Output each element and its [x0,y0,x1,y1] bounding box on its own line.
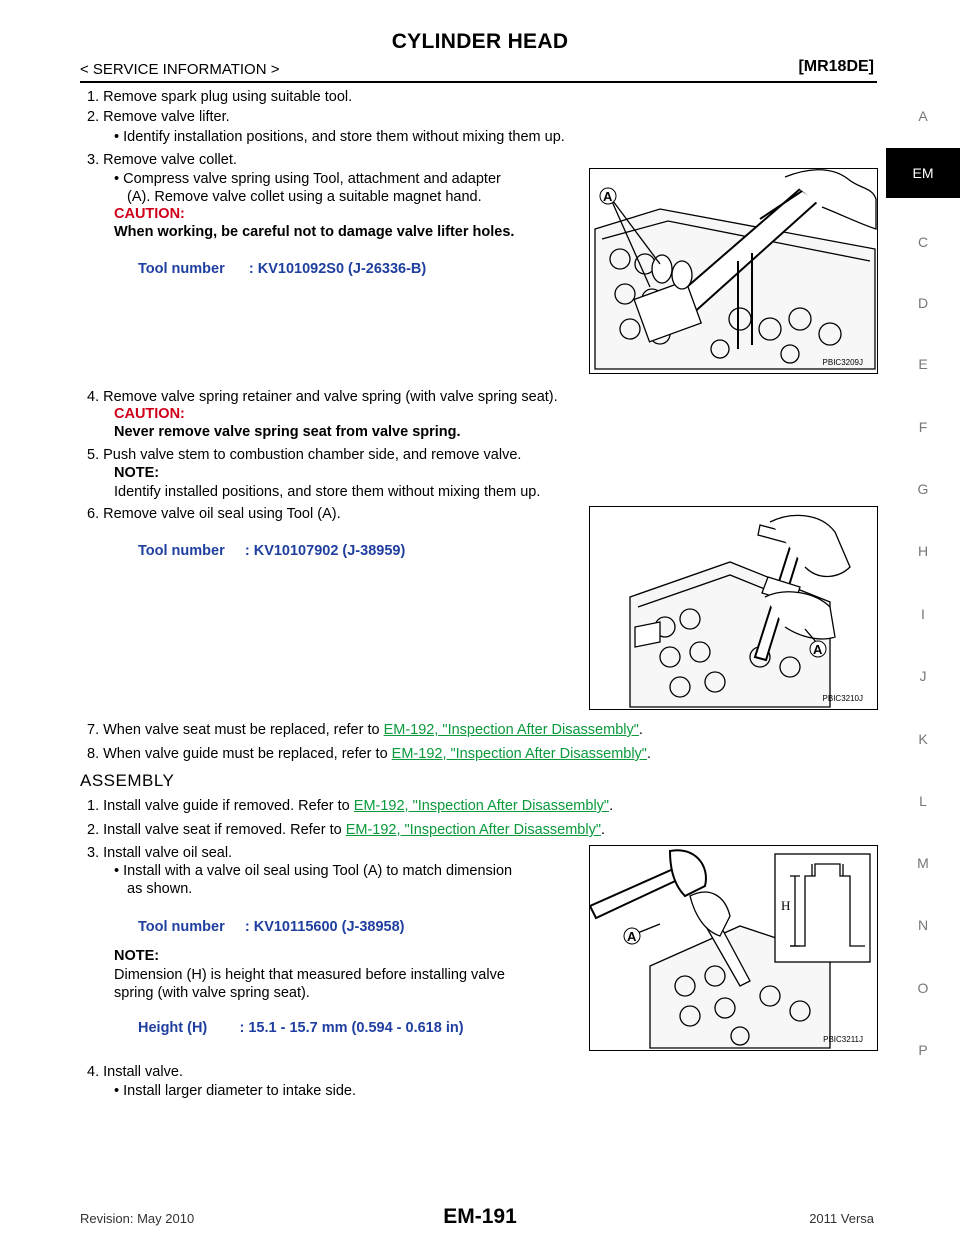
side-index-em-active[interactable]: EM [886,148,960,198]
step-8-text: 8. When valve guide must be replaced, refer to [87,746,392,762]
step-5: 5. Push valve stem to combustion chamber side, and remove valve. [87,447,522,463]
assembly-step-3-bullet-line-2: as shown. [127,881,193,897]
side-index-n[interactable]: N [917,917,929,933]
revision-date: Revision: May 2010 [80,1211,195,1226]
side-index-l[interactable]: L [919,793,927,809]
assembly-heading: ASSEMBLY [80,771,175,790]
model-year: 2011 Versa [809,1211,874,1226]
figure-3-dimension-h: H [781,898,791,913]
step-6-tool-number: Tool number : KV10107902 (J-38959) [138,543,406,559]
side-index-f[interactable]: F [918,419,928,435]
step-4-caution-label: CAUTION: [114,406,185,422]
step-5-note-text: Identify installed positions, and store them without mixing them up. [114,484,541,500]
figure-3-code: PBIC3211J [823,1035,863,1044]
side-index-k[interactable]: K [918,731,928,747]
side-index-j[interactable]: J [919,668,927,684]
side-index-p[interactable]: P [918,1042,928,1058]
assembly-step-2-text: 2. Install valve seat if removed. Refer to [87,822,346,838]
assembly-step-2-link[interactable]: EM-192, "Inspection After Disassembly" [345,822,601,838]
assembly-step-3-bullet-line-1: • Install with a valve oil seal using Tool (A) to match dimension [114,863,513,879]
side-index-a[interactable]: A [918,108,928,124]
assembly-step-1-suffix: . [609,798,614,814]
side-index-o[interactable]: O [917,980,929,996]
assembly-step-3-tool-number: Tool number : KV10115600 (J-38958) [138,919,405,935]
assembly-step-3-note-line-2: spring (with valve spring seat). [114,985,310,1001]
figure-2-code: PBIC3210J [822,694,863,703]
figure-2-callout-a: A [813,642,823,657]
page-number: EM-191 [443,1205,517,1228]
assembly-step-3-note-label: NOTE: [114,948,160,964]
figure-valve-collet-removal [589,168,878,374]
step-1: 1. Remove spark plug using suitable tool. [87,89,353,105]
step-2-bullet: • Identify installation positions, and store them without mixing them up. [114,129,565,145]
engine-model: [MR18DE] [798,58,874,75]
side-index [886,0,960,1242]
step-3-bullet-line-2: (A). Remove valve collet using a suitable magnet hand. [127,189,482,205]
step-2: 2. Remove valve lifter. [87,109,230,125]
assembly-step-4: 4. Install valve. [87,1064,183,1080]
step-7-link[interactable]: EM-192, "Inspection After Disassembly" [383,722,639,738]
assembly-step-3-height-spec: Height (H) : 15.1 - 15.7 mm (0.594 - 0.618 in) [138,1020,464,1036]
step-3-caution-label: CAUTION: [114,206,185,222]
side-index-h[interactable]: H [917,543,929,559]
step-3: 3. Remove valve collet. [87,152,237,168]
figure-1-code: PBIC3209J [822,358,863,367]
step-8-link[interactable]: EM-192, "Inspection After Disassembly" [391,746,647,762]
step-3-tool-number: Tool number : KV101092S0 (J-26336-B) [138,261,427,277]
figure-valve-oil-seal-install [589,845,878,1051]
side-index-d[interactable]: D [917,295,929,311]
assembly-step-1 [87,797,613,815]
side-index-c[interactable]: C [917,234,929,250]
step-4-caution-text: Never remove valve spring seat from valve spring. [114,424,461,440]
step-7-text: 7. When valve seat must be replaced, refer to [87,722,384,738]
side-index-g[interactable]: G [917,481,929,497]
oil-seal-puller-illustration [590,507,877,709]
figure-1-callout-a: A [603,189,613,204]
assembly-step-2-suffix: . [601,822,606,838]
section-breadcrumb: < SERVICE INFORMATION > [80,61,280,78]
step-8-suffix: . [646,746,651,762]
step-5-note-label: NOTE: [114,465,160,481]
assembly-step-1-text: 1. Install valve guide if removed. Refer to [87,798,354,814]
assembly-step-2 [87,821,605,839]
header-rule [80,81,877,83]
page-title: CYLINDER HEAD [391,30,569,53]
assembly-step-4-bullet: • Install larger diameter to intake side. [114,1083,357,1099]
side-index-m[interactable]: M [917,855,929,871]
assembly-step-3-note-line-1: Dimension (H) is height that measured before installing valve [114,967,505,983]
step-7-suffix: . [638,722,643,738]
step-3-bullet-line-1: • Compress valve spring using Tool, attachment and adapter [114,171,501,187]
step-7 [87,721,643,739]
step-4: 4. Remove valve spring retainer and valve spring (with valve spring seat). [87,389,558,405]
step-8 [87,745,651,763]
side-index-i[interactable]: I [921,606,925,622]
figure-3-callout-a: A [627,929,637,944]
side-index-e[interactable]: E [918,356,928,372]
step-3-caution-text: When working, be careful not to damage valve lifter holes. [114,224,515,240]
oil-seal-installer-illustration [590,846,877,1050]
figure-valve-oil-seal-removal [589,506,878,710]
assembly-step-1-link[interactable]: EM-192, "Inspection After Disassembly" [353,798,610,814]
step-6: 6. Remove valve oil seal using Tool (A). [87,506,341,522]
cylinder-head-compressor-illustration [590,169,877,373]
assembly-step-3: 3. Install valve oil seal. [87,845,233,861]
